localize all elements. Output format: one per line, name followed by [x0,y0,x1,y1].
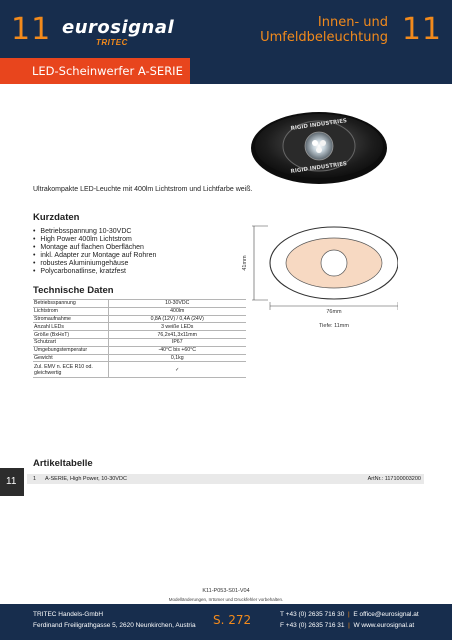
dimension-drawing [228,222,398,332]
chapter-side-tab [0,468,24,496]
contact-separator: | [348,611,350,618]
spec-value: 400lm [108,307,246,315]
article-description: A-SERIE, High Power, 10-30VDC [45,476,127,482]
website: W www.eurosignal.at [353,622,415,629]
chapter-number-left: 11 [11,12,52,47]
fax-number: F +43 (0) 2635 716 31 [280,622,345,629]
depth-label: Tiefe: 11mm [319,323,349,329]
spec-label: Stromaufnahme [33,315,108,323]
kurzdaten-item: • Betriebsspannung 10-30VDC [33,228,156,236]
artikeltabelle-heading: Artikeltabelle [33,458,93,469]
spec-value: 0,8A (12V) / 0,4A (24V) [108,315,246,323]
spec-row [33,315,246,323]
spec-value: 3 weiße LEDs [108,323,246,331]
product-title: LED-Scheinwerfer A-SERIE [32,64,183,78]
article-row [27,474,424,484]
contact-separator: | [348,622,350,629]
contact-info [280,609,419,631]
company-name: TRITEC Handels-GmbH [33,611,104,618]
kurzdaten-item: • Montage auf flachen Oberflächen [33,244,156,252]
spec-label: Umgebungstemperatur [33,346,108,354]
company-address [33,609,196,631]
email-address: E office@eurosignal.at [353,611,419,618]
spec-row [33,300,246,308]
spec-row [33,354,246,362]
company-street: Ferdinand Freiligrathgasse 5, 2620 Neunkirchen, Austria [33,622,196,629]
spec-value: IP67 [108,338,246,346]
category-line-2: Umfeldbeleuchtung [260,30,388,45]
spec-row [33,346,246,354]
technische-daten-table [33,299,246,378]
product-photo [248,106,390,186]
phone-number: T +43 (0) 2635 716 30 [280,611,345,618]
kurzdaten-item: • Polycarbonatlinse, kratzfest [33,268,156,276]
photo-logo-top: RIGID INDUSTRIES [290,118,348,132]
spec-label: Anzahl LEDs [33,323,108,331]
brand-name: eurosignal [62,17,175,38]
spec-label: Gewicht [33,354,108,362]
product-intro: Ultrakompakte LED-Leuchte mit 400lm Lichtstrom und Lichtfarbe weiß. [33,186,253,193]
spec-row [33,307,246,315]
width-label: 76mm [326,309,342,315]
article-index: 1 [33,476,37,482]
category-title [260,15,388,45]
kurzdaten-item: • inkl. Adapter zur Montage auf Rohren [33,252,156,260]
side-tab-number: 11 [6,476,17,487]
spec-label: Größe (BxHxT) [33,331,108,339]
page-number: S. 272 [213,613,252,627]
spec-value: 76,2x41,3x11mm [108,331,246,339]
disclaimer: Modelländerungen, Irrtümer und Druckfehler vorbehalten. [168,597,284,602]
brand-logo [62,17,175,47]
spec-row [33,362,246,378]
height-label: 41mm [242,255,248,271]
page-header [0,0,452,58]
spec-label: Lichtstrom [33,307,108,315]
photo-logo-bottom: RIGID INDUSTRIES [290,161,348,175]
spec-row [33,323,246,331]
kurzdaten-item: • robustes Aluminiumgehäuse [33,260,156,268]
spec-label: Zul. EMV n. ECE R10 od. gleichwertig [33,362,108,378]
product-title-bar [0,58,452,84]
spec-value: 0,1kg [108,354,246,362]
checkmark-icon: ✓ [108,362,246,378]
kurzdaten-list [33,228,156,276]
spec-row [33,338,246,346]
kurzdaten-item: • High Power 400lm Lichtstrom [33,236,156,244]
chapter-number-right: 11 [401,12,442,47]
spec-value: 10-30VDC [108,300,246,308]
spec-value: -40°C bis +60°C [108,346,246,354]
category-line-1: Innen- und [317,15,388,30]
spec-row [33,331,246,339]
spec-label: Schutzart [33,338,108,346]
technische-daten-heading: Technische Daten [33,285,114,296]
kurzdaten-heading: Kurzdaten [33,212,80,223]
article-number: ArtNr.: 117100003200 [367,476,421,482]
brand-subname: TRITEC [96,38,128,47]
page-code: K11-P053-S01-V04 [202,588,250,594]
spec-label: Betriebsspannung [33,300,108,308]
product-title-tag [0,58,190,84]
page-footer [0,604,452,640]
